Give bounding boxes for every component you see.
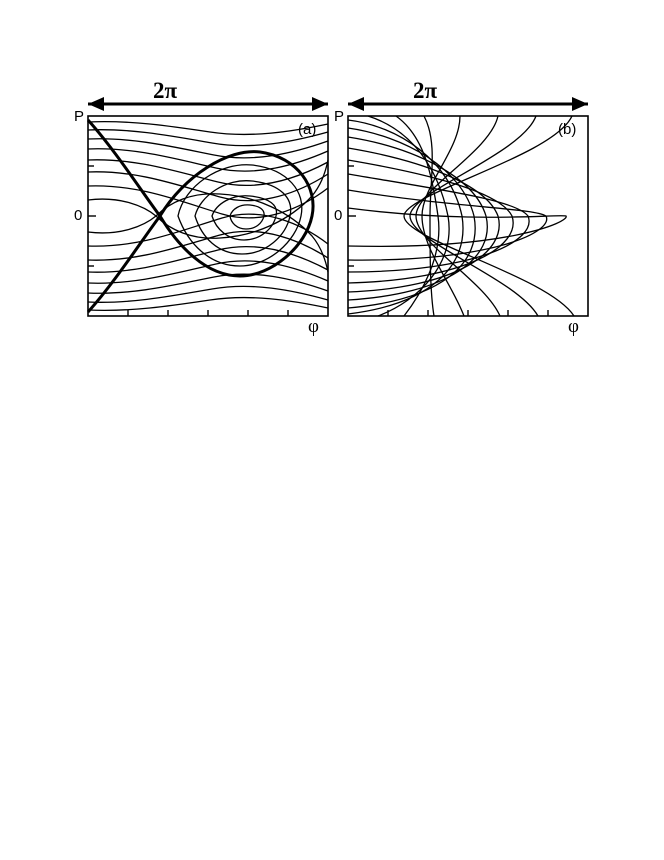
chart-panel-b xyxy=(320,0,610,350)
panel-a-width-arrow xyxy=(88,97,328,111)
panel-a-y-zero-label: 0 xyxy=(74,207,83,224)
panel-b-plot xyxy=(320,0,610,350)
panel-a-plot xyxy=(60,0,350,350)
panel-b-tag-text: (b) xyxy=(558,121,577,138)
panel-b-y-zero-label: 0 xyxy=(334,207,343,224)
panel-b-open-contours xyxy=(348,116,577,316)
panel-a-axes-frame xyxy=(88,116,328,316)
figure xyxy=(0,0,664,360)
panel-a-y-axis-label: P xyxy=(74,108,85,125)
panel-b-width-arrow xyxy=(348,97,588,111)
panel-b-top-arrow-label: 2π xyxy=(413,78,438,103)
chart-panel-a xyxy=(60,0,350,350)
panel-a-upper-open-contours xyxy=(88,122,328,218)
panel-a-x-axis-label: φ xyxy=(308,316,319,337)
panel-b-x-axis-label: φ xyxy=(568,316,579,337)
panel-b-y-axis-label: P xyxy=(334,108,345,125)
panel-a-lower-open-contours xyxy=(88,214,328,310)
panel-a-separatrix xyxy=(88,120,313,312)
panel-a-top-arrow-label: 2π xyxy=(153,78,178,103)
panel-a-tag-text: (a) xyxy=(298,121,317,138)
